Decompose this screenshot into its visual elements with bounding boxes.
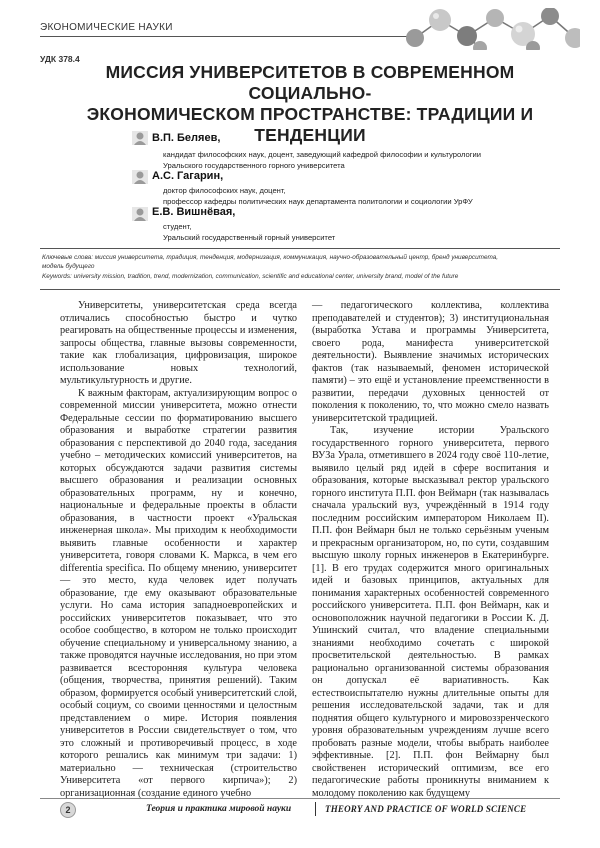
page-number: 2 (60, 802, 76, 818)
author-name: А.С. Гагарин, (152, 170, 224, 182)
author-affiliation: Уральского государственного горного университета (163, 161, 345, 170)
header-divider (40, 36, 410, 37)
footer-divider (40, 798, 560, 799)
molecule-decoration-image (405, 8, 580, 50)
author-marker-icon (132, 207, 148, 221)
body-column-right (312, 300, 549, 800)
journal-title-ru: Теория и практика мировой науки (146, 804, 292, 814)
udc-code: УДК 378.4 (40, 54, 80, 64)
footer-separator (315, 802, 316, 816)
author-affiliation: профессор кафедры политических наук департамента политологии и социологии УрФУ (163, 197, 473, 206)
section-label: ЭКОНОМИЧЕСКИЕ НАУКИ (40, 22, 173, 33)
title-line-2: ЭКОНОМИЧЕСКОМ ПРОСТРАНСТВЕ: ТРАДИЦИИ И ТЕНДЕНЦИИ (86, 104, 534, 145)
body-paragraph: — педагогического коллектива, коллектива преподавателей и студентов); 3) институциональная (выработка Устава и программы Университета, своего рода, манифеста университетской деятельности). Выявление значимых исторических фактов (так называемый, феномен исторической памяти) – это ещё и установление преемственности в развитии, передачи духовных ценностей от поколения к поколению, то, что можно смело назвать университетской традицией. (312, 300, 549, 424)
author-affiliation: Уральский государственный горный университет (163, 233, 336, 242)
keywords-en: Keywords: university mission, tradition, trend, modernization, communication, scientific and educational center, university brand, model of the future (42, 273, 459, 280)
author-affiliation: кандидат философских наук, доцент, заведующий кафедрой философии и культурологии (163, 150, 481, 159)
keywords-ru-continued: модель будущего (42, 263, 95, 270)
body-paragraph: Университеты, университетская среда всегда отличались способностью быстро и чутко реагировать на общественные процессы и изменения, запросы общества, главные вызовы современности, такие как глобализация, цифровизация, широкое использование новых технологий, мультикультурность и другие. (60, 300, 297, 386)
body-column-left (60, 300, 297, 800)
author-marker-icon (132, 170, 148, 184)
author-affiliation: студент, (163, 222, 192, 231)
journal-title-en: THEORY AND PRACTICE OF WORLD SCIENCE (325, 804, 527, 814)
keywords-ru: Ключевые слова: миссия университета, традиция, тенденция, модернизация, коммуникация, научно-образовательный центр, бренд университета, (42, 254, 499, 261)
body-paragraph: К важным факторам, актуализирующим вопрос о современной миссии университета, можно отнести Федеральные сессии по форматированию высшего образования и выработке стратегии развития образования с перспективой до 2040 года, заседания учебно – методических комиссий университетов, на которых обсуждаются задачи развития системы высшего образования и реализации основных образовательных программ, ну и конечно, национальные и федеральные проекты в области образования, в частности проект «Уральская инженерная школа». Мы приходим к необходимости выявить главные особенности и характер университета, говоря словами К. Маркса, в чем его differentia specifica. По общему мнению, университет — это место, куда человек идет получать образование, где ему оказывают образовательные услуги. Но сама история западноевропейских и российских университетов показывает, что это особое сообщество, в котором не только происходит обучение специальному и универсальному знанию, а также проводятся научные исследования, но при этом развивается всесторонняя культура человека (общения, творчества, принятия решений). Таким образом, формируется особый университетский слой, особый социум, со своими ценностями и целостным представлением о мире. История появления университетов в России свидетельствует о том, что это сложный и противоречивый процесс, в ходе которого решались как минимум три задачи: 1) материально — техническая (строительство Университета «от первого кирпича»); 2) организационная (создание единого учебно (60, 387, 297, 799)
author-affiliation: доктор философских наук, доцент, (163, 186, 286, 195)
body-paragraph: Так, изучение истории Уральского государственного горного университета, первого ВУЗа Урала, отметившего в 2024 году своё 110-летие, выявило целый ряд идей в сфере воспитания и образования, которые высказывал ректор уральского горного института П.П. фон Веймарн (так называлась сначала уральский вуз, учреждённый в 1914 году последним российским императором Николаем II). П.П. фон Веймарн был не только серьёзным ученым и прекрасным организатором, но, по сути, создавшим высшую школу горных инженеров в Екатеринбурге. [1]. В его трудах содержится много оригинальных идей и базовых принципов, актуальных для понимания характерных особенностей современного российского университета. П.П. фон Веймарн, как и основоположник научной педагогики в России К. Д. Ушинский считал, что владение специальными знаниями необходимо сочетать с широкой просветительской деятельностью. В рамках рационально организованной системы образования он допускал её вариативность. Как естествоиспытателю нужны длительные опыты для решения исследовательской задачи, так и для поднятия общего культурного и мировоззренческого уровня образовательным учреждениям лучше всего пробовать разные модели, чтобы выбрать наиболее эффективные. [2]. П.П. фон Веймарну был свойственен исторический оптимизм, все его педагогические работы проникнуты вниманием к молодому поколению как будущему (312, 425, 549, 799)
title-line-1: МИССИЯ УНИВЕРСИТЕТОВ В СОВРЕМЕННОМ СОЦИАЛЬНО- (105, 62, 515, 103)
author-name: В.П. Беляев, (152, 132, 221, 144)
author-marker-icon (132, 131, 148, 145)
author-name: Е.В. Вишнёвая, (152, 206, 236, 218)
